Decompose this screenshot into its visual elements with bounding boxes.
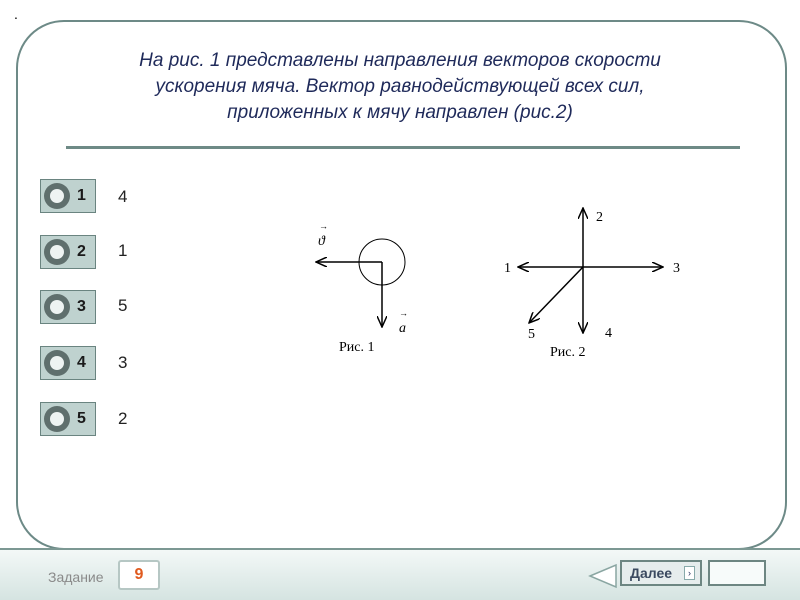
figure-1-caption: Рис. 1: [339, 340, 375, 355]
chevron-right-icon: ›: [684, 566, 695, 580]
acceleration-label: a: [399, 321, 406, 336]
question-line-1: На рис. 1 представлены направления векторов скорости: [139, 50, 661, 71]
task-label: Задание: [48, 569, 104, 585]
option-number: 5: [77, 410, 86, 427]
vector-5-label: 5: [528, 327, 535, 342]
back-arrow-icon[interactable]: [588, 563, 618, 589]
next-label: Далее: [630, 565, 673, 581]
option-number: 3: [77, 298, 86, 315]
figure-2-caption: Рис. 2: [550, 345, 586, 360]
task-number: 9: [118, 560, 160, 590]
vector-4-label: 4: [605, 326, 612, 341]
vector-3-label: 3: [673, 261, 680, 276]
question-line-2: ускорения мяча. Вектор равнодействующей всех сил,: [155, 76, 645, 97]
option-number: 4: [77, 354, 86, 371]
footer-bar: [0, 548, 800, 600]
figure-1: [316, 221, 408, 355]
question-line-3: приложенных к мячу направлен (рис.2): [227, 102, 573, 123]
velocity-label: ϑ: [318, 234, 325, 249]
option-number: 1: [77, 187, 86, 204]
vector-2-label: 2: [596, 210, 603, 225]
acceleration-arrow-mark: →: [399, 308, 408, 318]
next-button[interactable]: [620, 560, 702, 586]
vector-5: [529, 267, 583, 323]
option-2-value: 1: [118, 241, 128, 260]
option-1-value: 4: [118, 187, 128, 206]
option-4-value: 3: [118, 353, 128, 372]
top-mark: .: [14, 6, 18, 22]
velocity-arrow-mark: →: [319, 221, 328, 231]
option-number: 2: [77, 243, 86, 260]
option-3-value: 5: [118, 296, 128, 315]
vector-1-label: 1: [504, 261, 511, 276]
blank-box: [708, 560, 766, 586]
figure-2: [504, 208, 680, 360]
option-5-value: 2: [118, 409, 128, 428]
